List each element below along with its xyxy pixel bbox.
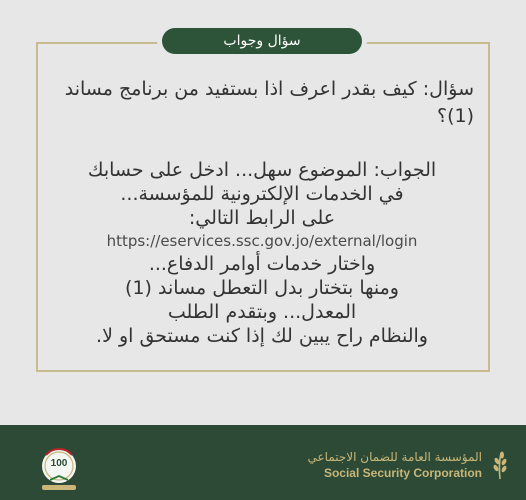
brand-block: [308, 449, 512, 481]
org-name-arabic: المؤسسة العامة للضمان الاجتماعي: [307, 450, 482, 464]
centennial-badge-icon: [34, 446, 84, 492]
section-title: سؤال وجواب: [223, 33, 301, 49]
answer-line: المعدل... وبتقدم الطلب: [167, 301, 357, 323]
answer-text: [50, 158, 474, 348]
qa-content: [50, 76, 474, 348]
org-name-english: Social Security Corporation: [323, 466, 482, 480]
brand-text: [308, 449, 482, 481]
badge-number: 100: [50, 458, 68, 469]
section-title-pill: [162, 28, 362, 54]
answer-line: الجواب: الموضوع سهل... ادخل على حسابك: [87, 159, 437, 181]
answer-line: والنظام راح يبين لك إذا كنت مستحق او لا.: [96, 325, 428, 347]
eservices-link[interactable]: https://eservices.ssc.gov.jo/external/login: [106, 232, 418, 250]
answer-line: واختار خدمات أوامر الدفاع...: [148, 253, 376, 275]
question-text: سؤال: كيف بقدر اعرف اذا بستفيد من برنامج مساند (1)؟: [64, 78, 474, 127]
wheat-logo-icon: [488, 449, 512, 481]
answer-line: على الرابط التالي:: [188, 207, 336, 229]
answer-line: ومنها بتختار بدل التعطل مساند (1): [125, 277, 399, 299]
answer-line: في الخدمات الإلكترونية للمؤسسة...: [120, 183, 404, 205]
